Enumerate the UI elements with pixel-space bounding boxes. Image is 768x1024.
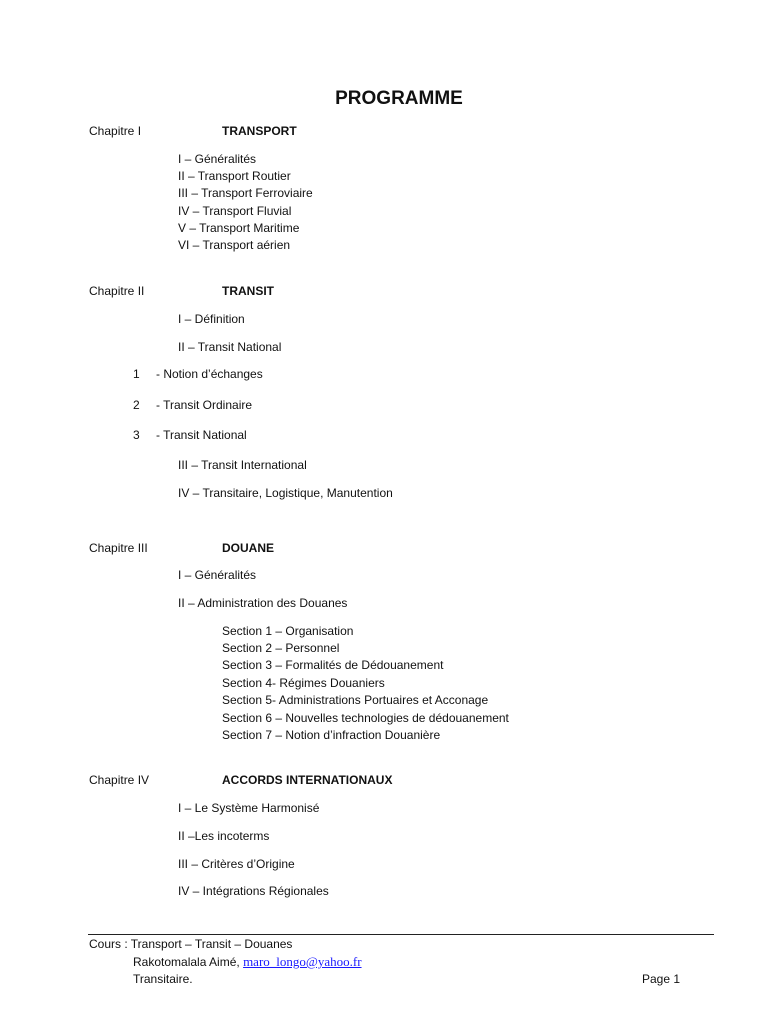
list-item: II – Administration des Douanes (178, 596, 348, 610)
footer-divider (88, 934, 714, 935)
list-item: V – Transport Maritime (178, 221, 300, 235)
chapter-4-label: Chapitre IV (89, 773, 150, 787)
chapter-4-heading: ACCORDS INTERNATIONAUX (222, 773, 393, 787)
section-item: Section 1 – Organisation (222, 624, 354, 638)
chapter-2-heading: TRANSIT (222, 284, 274, 298)
list-item: III – Transit International (178, 458, 307, 472)
section-item: Section 5- Administrations Portuaires et Acconage (222, 693, 489, 707)
chapter-3-heading: DOUANE (222, 541, 275, 555)
list-item: IV – Intégrations Régionales (178, 884, 329, 898)
list-item: I – Définition (178, 312, 245, 326)
section-item: Section 7 – Notion d’infraction Douanière (222, 728, 441, 742)
section-item: Section 3 – Formalités de Dédouanement (222, 658, 444, 672)
footer-author-line (133, 953, 362, 971)
numbered-item-number: 1 (133, 367, 140, 381)
chapter-3-label: Chapitre III (89, 541, 148, 555)
numbered-item-text: - Transit National (156, 428, 247, 442)
numbered-item-text: - Notion d’échanges (156, 367, 263, 381)
numbered-item-number: 3 (133, 428, 140, 442)
footer-role: Transitaire. (133, 972, 193, 986)
section-item: Section 2 – Personnel (222, 641, 340, 655)
list-item: IV – Transport Fluvial (178, 204, 292, 218)
page-number: Page 1 (642, 972, 681, 986)
list-item: I – Généralités (178, 568, 257, 582)
list-item: II – Transport Routier (178, 169, 291, 183)
section-item: Section 6 – Nouvelles technologies de dédouanement (222, 711, 509, 725)
list-item: I – Le Système Harmonisé (178, 801, 320, 815)
list-item: II –Les incoterms (178, 829, 270, 843)
footer-email-link[interactable]: maro_longo@yahoo.fr (243, 954, 362, 969)
section-item: Section 4- Régimes Douaniers (222, 676, 385, 690)
list-item: I – Généralités (178, 152, 257, 166)
footer-author: Rakotomalala Aimé, (133, 955, 244, 969)
page-title: PROGRAMME (335, 88, 463, 109)
chapter-2-label: Chapitre II (89, 284, 145, 298)
numbered-item-number: 2 (133, 398, 140, 412)
list-item: VI – Transport aérien (178, 238, 291, 252)
chapter-1-label: Chapitre I (89, 124, 142, 138)
numbered-item-text: - Transit Ordinaire (156, 398, 253, 412)
list-item: II – Transit National (178, 340, 282, 354)
list-item: IV – Transitaire, Logistique, Manutention (178, 486, 393, 500)
list-item: III – Transport Ferroviaire (178, 186, 313, 200)
footer-course: Cours : Transport – Transit – Douanes (89, 937, 293, 951)
chapter-1-heading: TRANSPORT (222, 124, 297, 138)
list-item: III – Critères d’Origine (178, 857, 295, 871)
